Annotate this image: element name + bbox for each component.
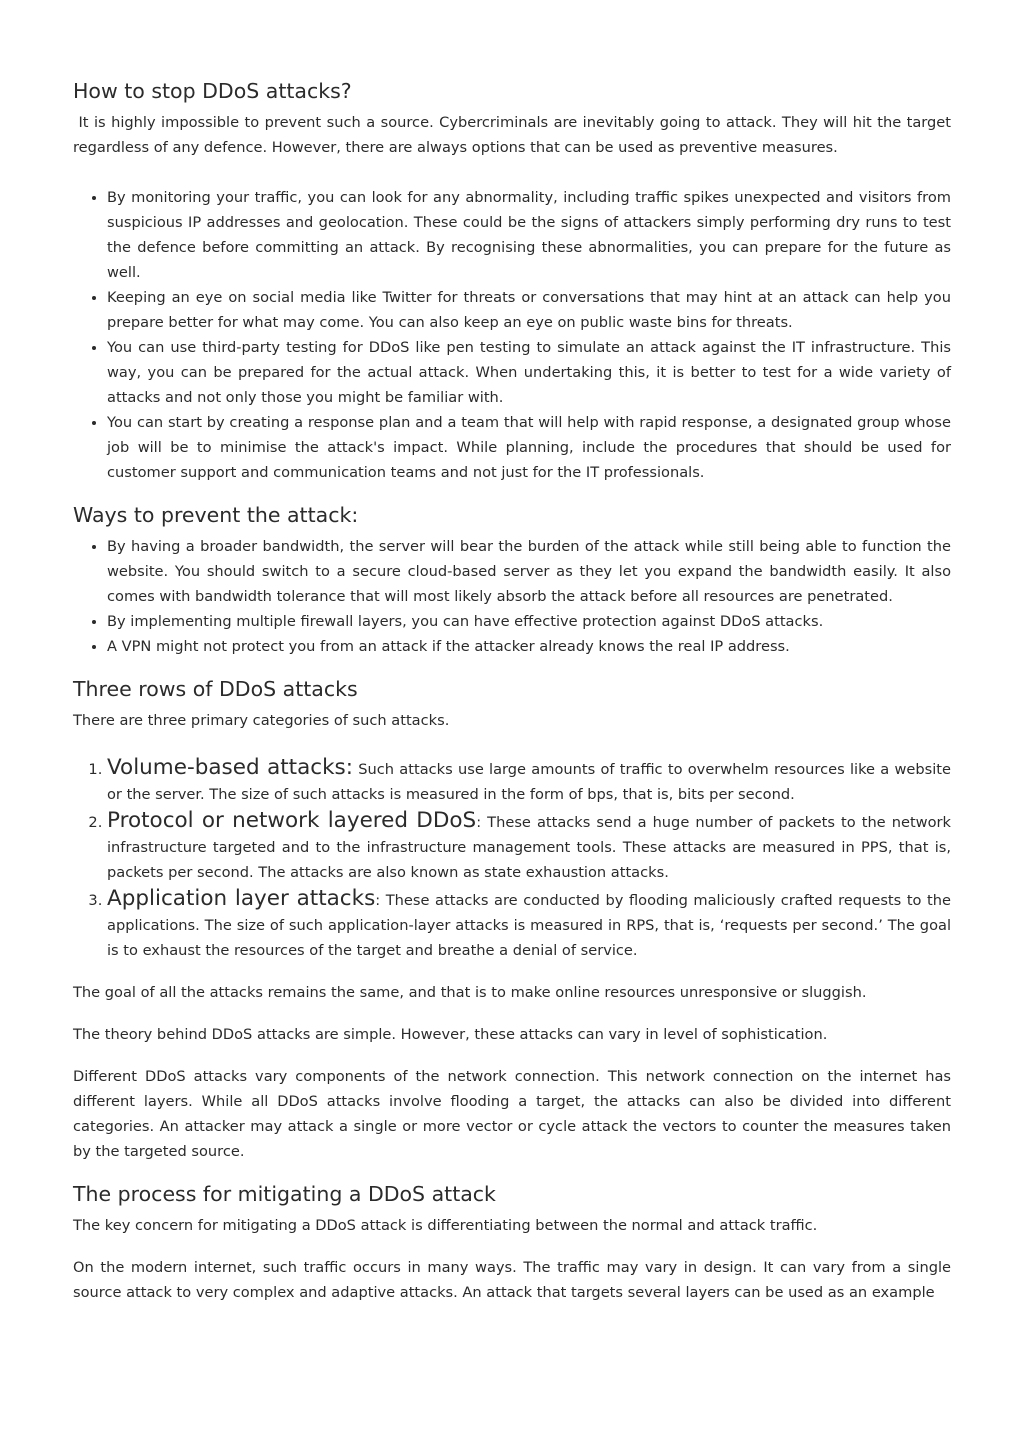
heading-mitigating-process: The process for mitigating a DDoS attack bbox=[73, 1182, 496, 1206]
list-item: • A VPN might not protect you from an attack if the attacker already knows the real IP address. bbox=[107, 634, 951, 659]
attack-categories-list bbox=[73, 754, 951, 963]
paragraph-key-concern: The key concern for mitigating a DDoS attack is differentiating between the normal and attack traffic. bbox=[73, 1217, 818, 1234]
stop-measures-list bbox=[73, 185, 951, 485]
list-item: • By implementing multiple firewall layers, you can have effective protection against DDoS attacks. bbox=[107, 609, 951, 634]
category-term: Volume-based attacks: bbox=[107, 755, 353, 780]
category-description: : These attacks are conducted by flooding maliciously crafted requests to the applications. The size of such application-layer attacks is measured in RPS, that is, ‘requests per second.’ The goal is to exhaust the resources of the target and breathe a denial of service. bbox=[107, 892, 951, 959]
heading-how-to-stop: How to stop DDoS attacks? bbox=[73, 79, 352, 103]
list-item: • By having a broader bandwidth, the server will bear the burden of the attack while still being able to function the website. You should switch to a secure cloud-based server as they let you expand the bandwidth easily. It also comes with bandwidth tolerance that will most likely absorb the attack before all resources are penetrated. bbox=[107, 534, 951, 609]
heading-ways-to-prevent: Ways to prevent the attack: bbox=[73, 503, 359, 527]
list-item bbox=[107, 885, 951, 963]
intro-paragraph-stop: It is highly impossible to prevent such a source. Cybercriminals are inevitably going to attack. They will hit the target regardless of any defence. However, there are always options that can be used as preventive measures. bbox=[73, 114, 956, 156]
list-item bbox=[107, 754, 951, 807]
paragraph-theory: The theory behind DDoS attacks are simple. However, these attacks can vary in level of sophistication. bbox=[73, 1026, 828, 1043]
paragraph-layers: Different DDoS attacks vary components of the network connection. This network connection on the internet has different layers. While all DDoS attacks involve flooding a target, the attacks can also be divided into different categories. An attacker may attack a single or more vector or cycle attack the vectors to counter the measures taken by the targeted source. bbox=[73, 1068, 951, 1160]
list-item: • You can use third-party testing for DDoS like pen testing to simulate an attack against the IT infrastructure. This way, you can be prepared for the actual attack. When undertaking this, it is better to test for a wide variety of attacks and not only those you might be familiar with. bbox=[107, 335, 951, 410]
category-description: : These attacks send a huge number of packets to the network infrastructure targeted and to the infrastructure management tools. These attacks are measured in PPS, that is, packets per second. The attacks are also known as state exhaustion attacks. bbox=[107, 814, 951, 881]
category-term: Application layer attacks bbox=[107, 886, 376, 911]
list-item: • By monitoring your traffic, you can look for any abnormality, including traffic spikes unexpected and visitors from suspicious IP addresses and geolocation. These could be the signs of attackers simply performing dry runs to test the defence before committing an attack. By recognising these abnormalities, you can prepare for the future as well. bbox=[107, 185, 951, 285]
list-item: • Keeping an eye on social media like Twitter for threats or conversations that may hint at an attack can help you prepare better for what may come. You can also keep an eye on public waste bins for threats. bbox=[107, 285, 951, 335]
paragraph-modern-internet: On the modern internet, such traffic occurs in many ways. The traffic may vary in design. It can vary from a single source attack to very complex and adaptive attacks. An attack that targets several layers can be used as an example bbox=[73, 1259, 951, 1301]
prevent-list bbox=[73, 534, 951, 659]
category-description: Such attacks use large amounts of traffic to overwhelm resources like a website or the server. The size of such attacks is measured in the form of bps, that is, bits per second. bbox=[107, 761, 951, 803]
list-item: • You can start by creating a response plan and a team that will help with rapid response, a designated group whose job will be to minimise the attack's impact. While planning, include the procedures that should be used for customer support and communication teams and not just for the IT professionals. bbox=[107, 410, 951, 485]
category-term: Protocol or network layered DDoS bbox=[107, 808, 477, 833]
paragraph-goal: The goal of all the attacks remains the same, and that is to make online resources unresponsive or sluggish. bbox=[73, 984, 867, 1001]
intro-paragraph-rows: There are three primary categories of such attacks. bbox=[73, 712, 450, 729]
heading-three-rows: Three rows of DDoS attacks bbox=[73, 677, 358, 701]
list-item bbox=[107, 807, 951, 885]
